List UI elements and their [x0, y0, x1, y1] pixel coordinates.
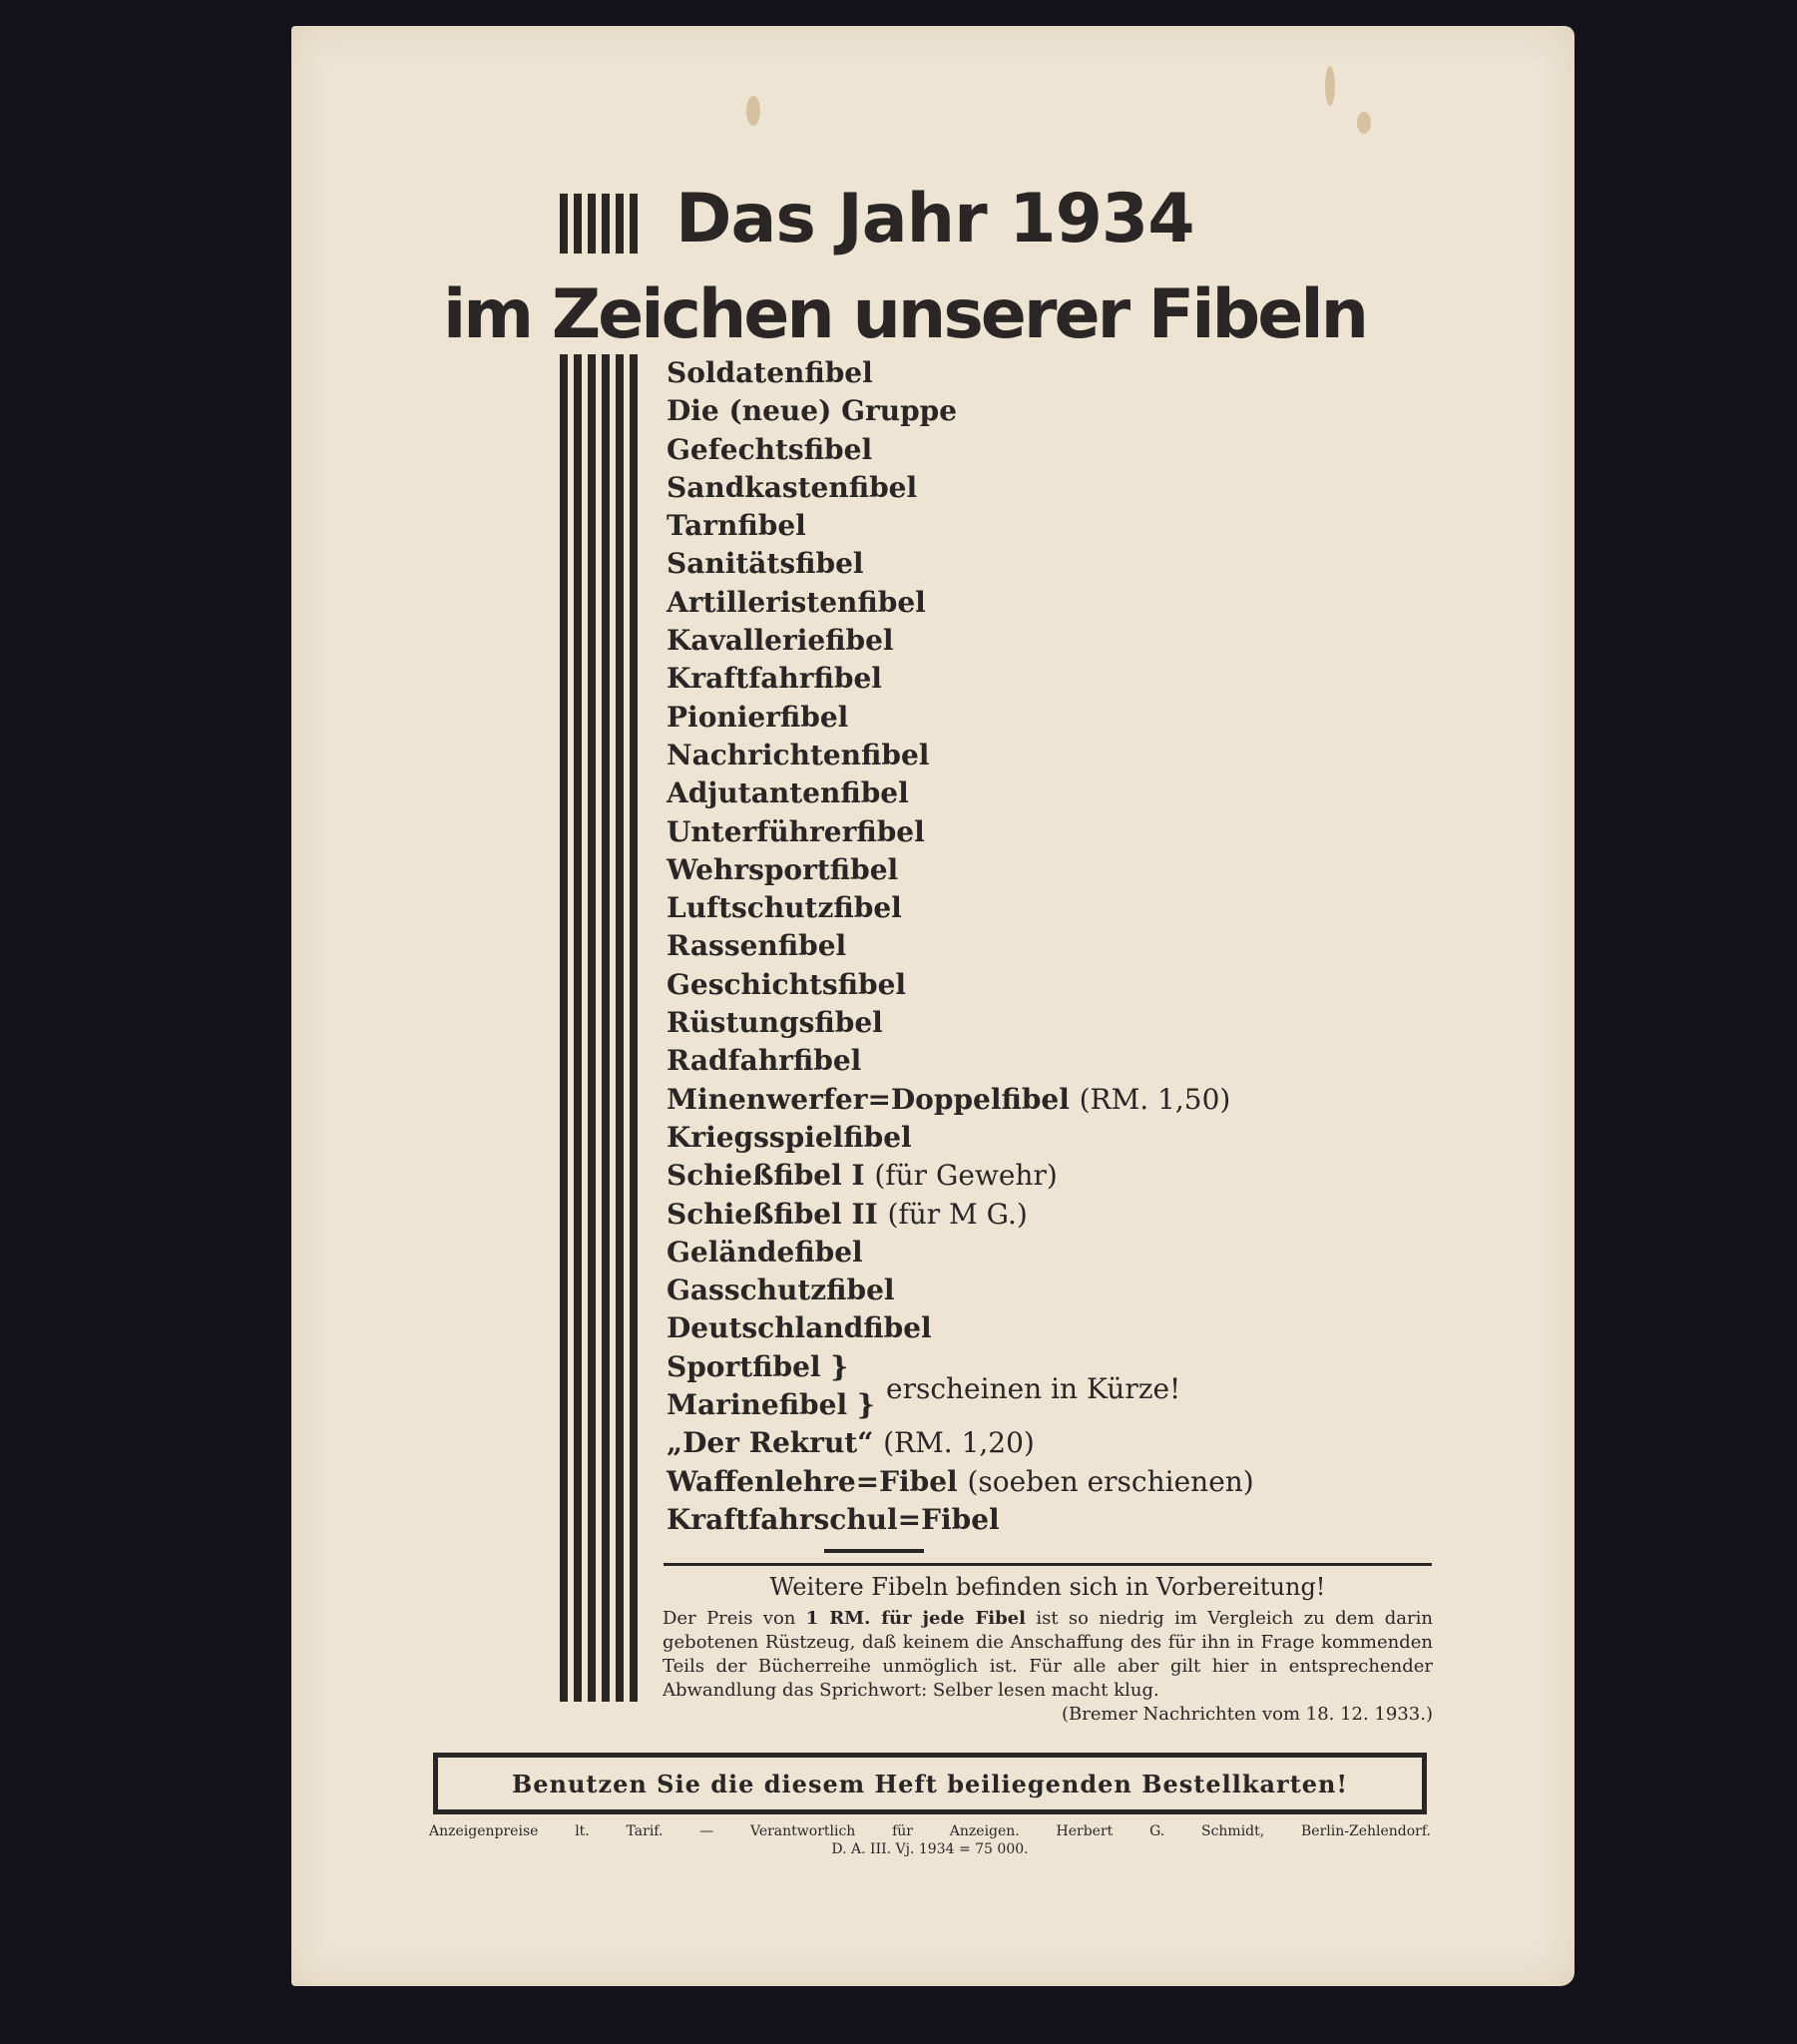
list-item: Sanitätsfibel [667, 547, 864, 581]
list-item: Die (neue) Gruppe [667, 394, 958, 428]
footer-line-2: D. A. III. Vj. 1934 = 75 000. [831, 1841, 1029, 1857]
list-item: Schießfibel II (für M G.) [667, 1197, 1028, 1231]
upcoming-note: erscheinen in Kürze! [886, 1371, 1181, 1405]
list-item: „Der Rekrut“ (RM. 1,20) [667, 1426, 1035, 1460]
list-item: Deutschlandfibel [667, 1311, 932, 1345]
list-item: Minenwerfer=Doppelfibel (RM. 1,50) [667, 1082, 1231, 1116]
fibel-list [667, 354, 1254, 1539]
price-section [663, 1573, 1433, 1727]
upcoming-group [667, 1348, 1254, 1425]
quote-source: (Bremer Nachrichten vom 18. 12. 1933.) [1062, 1704, 1433, 1725]
list-item: Adjutantenfibel [667, 776, 909, 810]
list-item: Kraftfahrschul=Fibel [667, 1502, 1000, 1536]
list-item: Waffenlehre=Fibel (soeben erschienen) [667, 1464, 1254, 1498]
divider [664, 1563, 1432, 1566]
list-item: Geländefibel [667, 1235, 863, 1269]
list-item: Soldatenfibel [667, 356, 873, 389]
list-item: Unterführerfibel [667, 814, 925, 848]
list-item: Gasschutzfibel [667, 1274, 895, 1307]
list-item: Tarnfibel [667, 509, 806, 543]
list-item: Kraftfahrfibel [667, 662, 882, 696]
list-item: Rüstungsfibel [667, 1006, 883, 1040]
footer-imprint [429, 1822, 1431, 1858]
footer-line-1: Anzeigenpreise lt. Tarif. — Verantwortlich für Anzeigen. Herbert G. Schmidt, Berlin-Zehlendorf. [429, 1823, 1431, 1839]
list-item: Rassenfibel [667, 929, 847, 963]
list-item: Nachrichtenfibel [667, 738, 930, 771]
price-quote: Der Preis von 1 RM. für jede Fibel ist so niedrig im Vergleich zu dem darin gebotenen Rüstzeug, daß keinem die Anschaffung des für ihn in Frage kommenden Teils der Bücherreihe unmöglich ist. Für alle aber gilt hier in entsprechender Abwandlung das Sprichwort: Selber lesen macht klug. (Bremer Nachrichten vom 18. 12. 1933.) [663, 1608, 1433, 1725]
paper-stain [1357, 112, 1371, 134]
title-line-2: im Zeichen unserer Fibeln [443, 275, 1367, 354]
paper-stain [1325, 66, 1335, 106]
order-card-notice: Benutzen Sie die diesem Heft beiliegenden Bestellkarten! [433, 1753, 1427, 1814]
list-item: Gefechtsfibel [667, 432, 873, 466]
title-line-1: Das Jahr 1934 [675, 180, 1194, 258]
list-item: Artilleristenfibel [667, 585, 926, 619]
list-item: Sportfibel } [667, 1349, 849, 1383]
more-heading: Weitere Fibeln befinden sich in Vorbereitung! [769, 1573, 1326, 1601]
decorative-bars-top [560, 194, 638, 254]
emphasis-underline [824, 1549, 924, 1553]
list-item: Wehrsportfibel [667, 852, 899, 886]
list-item: Sandkastenfibel [667, 470, 918, 504]
list-item: Schießfibel I (für Gewehr) [667, 1159, 1058, 1193]
list-item: Pionierfibel [667, 700, 849, 734]
list-item: Geschichtsfibel [667, 967, 907, 1001]
paper-stain [746, 96, 760, 126]
decorative-bars-main [560, 354, 638, 1702]
list-item: Kavalleriefibel [667, 624, 894, 658]
list-item: Marinefibel } [667, 1388, 875, 1422]
list-item: Luftschutzfibel [667, 891, 902, 925]
list-item: Radfahrfibel [667, 1044, 862, 1078]
list-item: Kriegsspielfibel [667, 1120, 912, 1154]
